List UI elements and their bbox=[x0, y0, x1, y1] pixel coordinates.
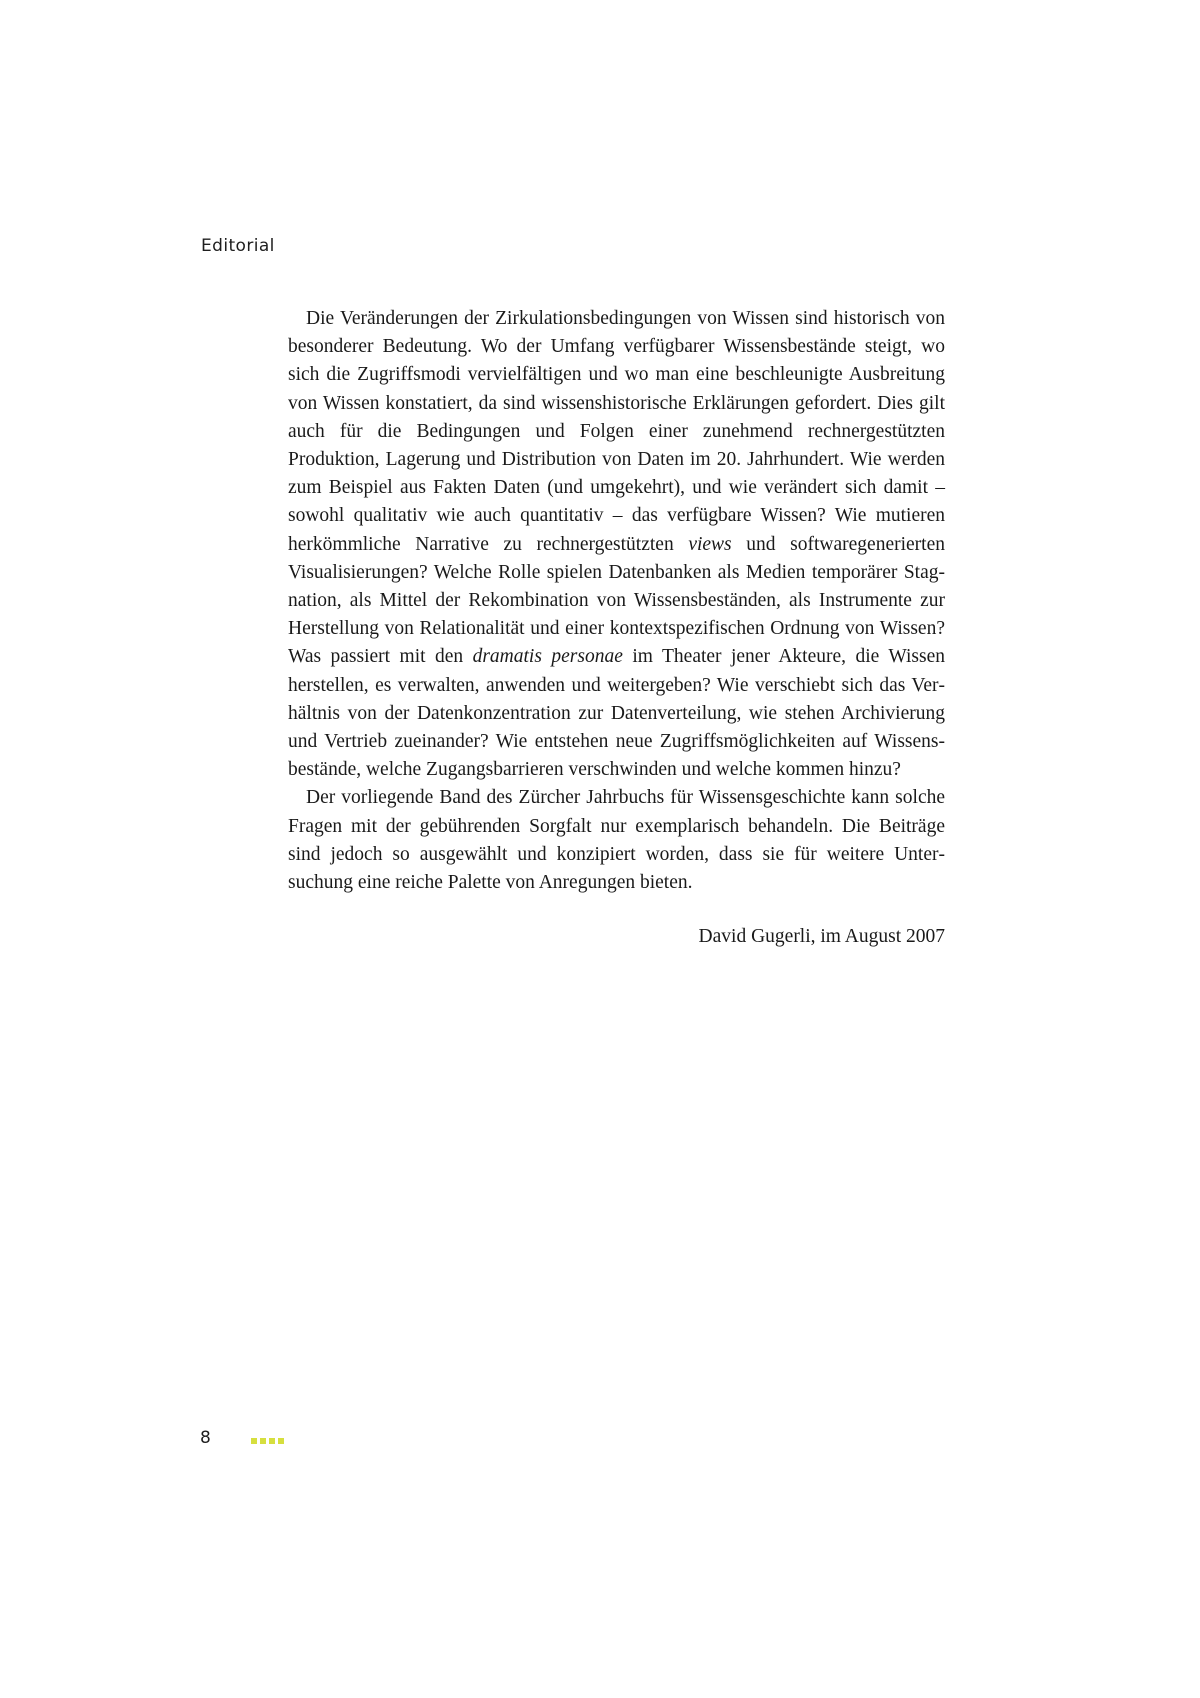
folio-decoration bbox=[251, 1438, 284, 1444]
paragraph-1-italic-views: views bbox=[688, 533, 732, 555]
paragraph-1-text-a: Die Veränderungen der Zirkulationsbedingungen von Wissen sind historisch von besonderer Bedeutung. Wo der Umfang verfügbarer Wissensbestände steigt, wo sich die Zugriffsmodi vervielfältigen und wo man eine beschleunigte Ausbreitung von Wissen konstatiert, da sind wissenshistorische Erklärungen gefordert. Dies gilt auch für die Bedingungen und Folgen einer zunehmend rechnergestützten Produktion, Lagerung und Distribution von Daten im 20. Jahrhundert. Wie werden zum Beispiel aus Fakten Daten (und umgekehrt), und wie verändert sich damit – sowohl qualitativ wie auch quantitativ – das verfügbare Wissen? Wie mutieren herkömmliche Narrative zu rechnergestützten bbox=[288, 308, 945, 555]
author-signature: David Gugerli, im August 2007 bbox=[698, 926, 945, 947]
folio-square-icon bbox=[251, 1438, 257, 1444]
running-head: Editorial bbox=[201, 236, 275, 256]
editorial-body bbox=[288, 305, 945, 897]
folio-square-icon bbox=[260, 1438, 266, 1444]
paragraph-2: Der vorliegende Band des Zürcher Jahrbuchs für Wissensgeschichte kann solche Fragen mit der gebührenden Sorgfalt nur exemplarisch behandeln. Die Beiträge sind jedoch so ausgewählt und konzipiert worden, dass sie für weitere Untersuchung eine reiche Palette von Anregungen bieten. bbox=[288, 787, 945, 894]
paragraph-1-text-c: im Theater jener Akteure, die Wissen herstellen, es verwalten, anwenden und weitergeben? Wie verschiebt sich das Verhältnis von der Datenkonzentration zur Datenverteilung, wie stehen Archivierung und Vertrieb zueinander? Wie entstehen neue Zugriffsmöglichkeiten auf Wissensbestände, welche Zugangsbarrieren verschwinden und welche kommen hinzu? bbox=[288, 646, 945, 781]
paragraph-1-text-b: und softwaregenerierten Visualisierungen? Welche Rolle spielen Datenbanken als Medien temporärer Stagnation, als Mittel der Rekombination von Wissensbeständen, als Instrumente zur Herstellung von Relationalität und einer kontextspezifischen Ordnung von Wissen? Was passiert mit den bbox=[288, 533, 945, 668]
paragraph-1-italic-dramatis-personae: dramatis personae bbox=[472, 646, 623, 668]
page-number: 8 bbox=[200, 1428, 211, 1448]
folio-square-icon bbox=[278, 1438, 284, 1444]
folio-square-icon bbox=[269, 1438, 275, 1444]
paragraph-1 bbox=[288, 305, 945, 784]
